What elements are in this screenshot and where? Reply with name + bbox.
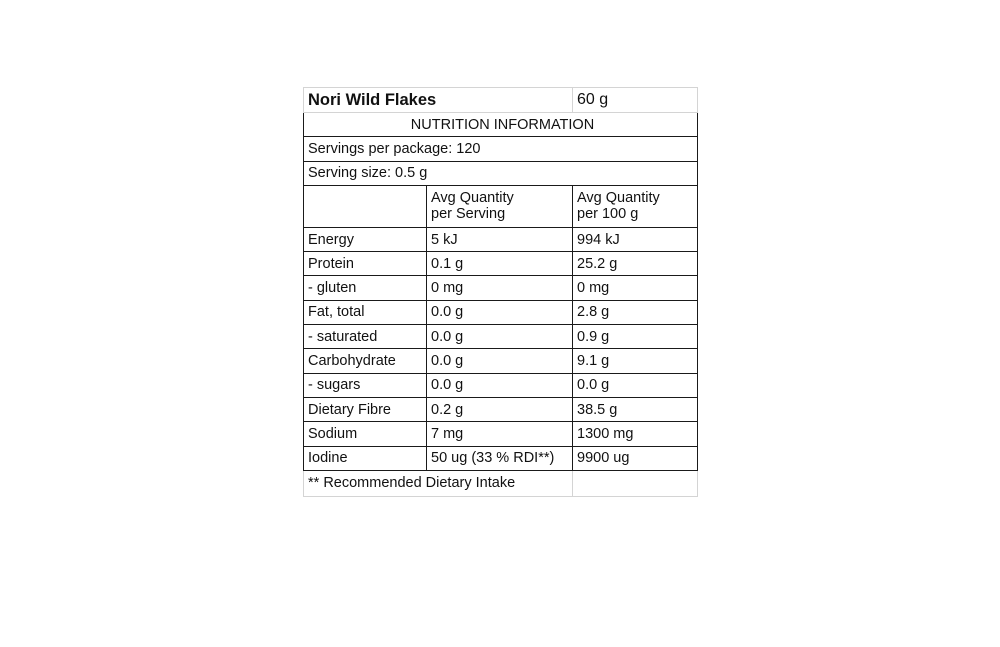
footnote: ** Recommended Dietary Intake: [304, 470, 573, 496]
table-row: [304, 422, 698, 446]
per-serving-value: 0.0 g: [427, 300, 573, 324]
nutrient-name: Dietary Fibre: [304, 397, 427, 421]
nutrient-name: Iodine: [304, 446, 427, 470]
table-row: [304, 325, 698, 349]
per-100g-value: 1300 mg: [573, 422, 698, 446]
per-serving-value: 0.2 g: [427, 397, 573, 421]
per-serving-value: 0.0 g: [427, 349, 573, 373]
table-row: [304, 227, 698, 251]
product-name: Nori Wild Flakes: [304, 88, 573, 113]
per-100g-value: 38.5 g: [573, 397, 698, 421]
table-row: [304, 373, 698, 397]
column-header-row: [304, 185, 698, 227]
per-serving-value: 5 kJ: [427, 227, 573, 251]
servings-per-package: Servings per package: 120: [304, 137, 698, 161]
per-serving-value: 0.0 g: [427, 373, 573, 397]
table-row: [304, 349, 698, 373]
column-header-per-serving-line1: Avg Quantity: [431, 190, 514, 207]
per-100g-value: 9.1 g: [573, 349, 698, 373]
serving-size-row: [304, 161, 698, 185]
product-title-row: [304, 88, 698, 113]
nutrient-name: Energy: [304, 227, 427, 251]
nutrient-name: Carbohydrate: [304, 349, 427, 373]
per-100g-value: 2.8 g: [573, 300, 698, 324]
table-row: [304, 276, 698, 300]
per-100g-value: 994 kJ: [573, 227, 698, 251]
nutrient-name: Protein: [304, 252, 427, 276]
per-serving-value: 0.0 g: [427, 325, 573, 349]
nutrition-table: [303, 87, 698, 497]
per-100g-value: 9900 ug: [573, 446, 698, 470]
footnote-row: [304, 470, 698, 496]
per-serving-value: 0.1 g: [427, 252, 573, 276]
per-serving-value: 0 mg: [427, 276, 573, 300]
nutrient-name: - saturated: [304, 325, 427, 349]
serving-size: Serving size: 0.5 g: [304, 161, 698, 185]
per-100g-value: 0.9 g: [573, 325, 698, 349]
nutrient-name: Sodium: [304, 422, 427, 446]
per-100g-value: 0.0 g: [573, 373, 698, 397]
panel-heading-row: [304, 113, 698, 137]
per-serving-value: 50 ug (33 % RDI**): [427, 446, 573, 470]
nutrient-name: - sugars: [304, 373, 427, 397]
column-header-per-100g-line2: per 100 g: [577, 206, 639, 223]
footnote-blank: [573, 470, 698, 496]
servings-row: [304, 137, 698, 161]
per-serving-value: 7 mg: [427, 422, 573, 446]
table-row: [304, 300, 698, 324]
column-header-per-serving-line2: per Serving: [431, 206, 506, 223]
per-100g-value: 25.2 g: [573, 252, 698, 276]
net-weight: 60 g: [573, 88, 698, 113]
nutrient-name: Fat, total: [304, 300, 427, 324]
column-header-per-100g-line1: Avg Quantity: [577, 190, 660, 207]
table-row: [304, 397, 698, 421]
nutrient-name: - gluten: [304, 276, 427, 300]
per-100g-value: 0 mg: [573, 276, 698, 300]
table-row: [304, 446, 698, 470]
column-header-blank: [304, 185, 427, 227]
column-header-per-100g: [573, 185, 698, 227]
panel-heading: NUTRITION INFORMATION: [304, 113, 698, 137]
table-row: [304, 252, 698, 276]
column-header-per-serving: [427, 185, 573, 227]
